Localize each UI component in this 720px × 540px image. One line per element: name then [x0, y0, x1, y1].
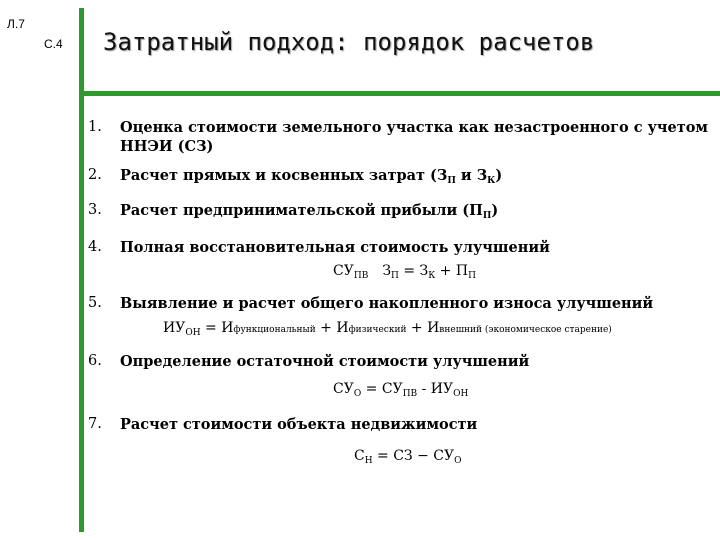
list-item [88, 238, 716, 257]
subscript: О [353, 389, 362, 399]
item-text: Выявление и расчет общего накопленного износа улучшений [120, 295, 654, 312]
item-number: 7. [88, 416, 102, 432]
item-text: и З [455, 167, 488, 184]
subscript: П [468, 271, 476, 281]
list-item [88, 166, 716, 191]
formula-term: = СУ [361, 381, 403, 397]
list-item [88, 118, 716, 156]
subscript: П [391, 271, 399, 281]
formula-term: СУ [333, 263, 354, 279]
formula-term: З [382, 263, 392, 279]
item-text: ) [491, 202, 499, 219]
item-text: Определение остаточной стоимости улучшений [120, 353, 530, 370]
formula-depreciation [88, 320, 716, 338]
subscript: ОН [185, 328, 201, 338]
formula-residual-cost [88, 381, 716, 399]
formula-term: С [354, 448, 365, 464]
item-text: Расчет прямых и косвенных затрат (З [120, 167, 448, 184]
subscript: физический [348, 325, 407, 335]
subscript: ПВ [402, 389, 418, 399]
formula-term: + И [406, 320, 440, 336]
item-text: Оценка стоимости земельного участка как незастроенного с учетом ННЭИ (СЗ) [120, 119, 708, 155]
subscript: ПВ [353, 271, 369, 281]
horizontal-divider [83, 91, 720, 96]
subscript: ОН [453, 389, 469, 399]
formula-term: - ИУ [417, 381, 454, 397]
vertical-divider [79, 8, 84, 532]
item-text: Полная восстановительная стоимость улучшений [120, 239, 550, 256]
formula-term: = И [200, 320, 234, 336]
formula-term: + П [435, 263, 469, 279]
item-number: 4. [88, 239, 102, 255]
page-title: Затратный подход: порядок расчетов [103, 28, 595, 56]
item-text: Расчет стоимости объекта недвижимости [120, 416, 478, 433]
lecture-number: Л.7 [7, 17, 25, 31]
subscript: П [447, 176, 456, 186]
item-text: Расчет предпринимательской прибыли (П [120, 202, 483, 219]
slide-number: С.4 [44, 37, 63, 51]
subscript: внешний (экономическое старение) [439, 325, 612, 335]
item-number: 6. [88, 353, 102, 369]
formula-term: = СЗ − СУ [372, 448, 455, 464]
steps-list [88, 118, 716, 466]
subscript: функциональный [233, 325, 316, 335]
item-number: 1. [88, 119, 102, 135]
formula-term: = З [398, 263, 429, 279]
list-item [88, 352, 716, 371]
formula-term: + И [315, 320, 349, 336]
subscript: П [482, 211, 492, 221]
formula-term: ИУ [163, 320, 186, 336]
subscript: Н [364, 456, 373, 466]
list-item [88, 415, 716, 434]
subscript: К [487, 176, 496, 186]
formula-replacement-cost [88, 263, 716, 281]
list-item [88, 294, 716, 313]
formula-term: СУ [333, 381, 354, 397]
item-text: ) [495, 167, 503, 184]
item-number: 5. [88, 295, 102, 311]
formula-property-value [88, 448, 716, 466]
subscript: К [428, 271, 436, 281]
item-number: 2. [88, 167, 102, 183]
item-number: 3. [88, 202, 102, 218]
list-item [88, 201, 716, 226]
subscript: О [454, 456, 462, 466]
